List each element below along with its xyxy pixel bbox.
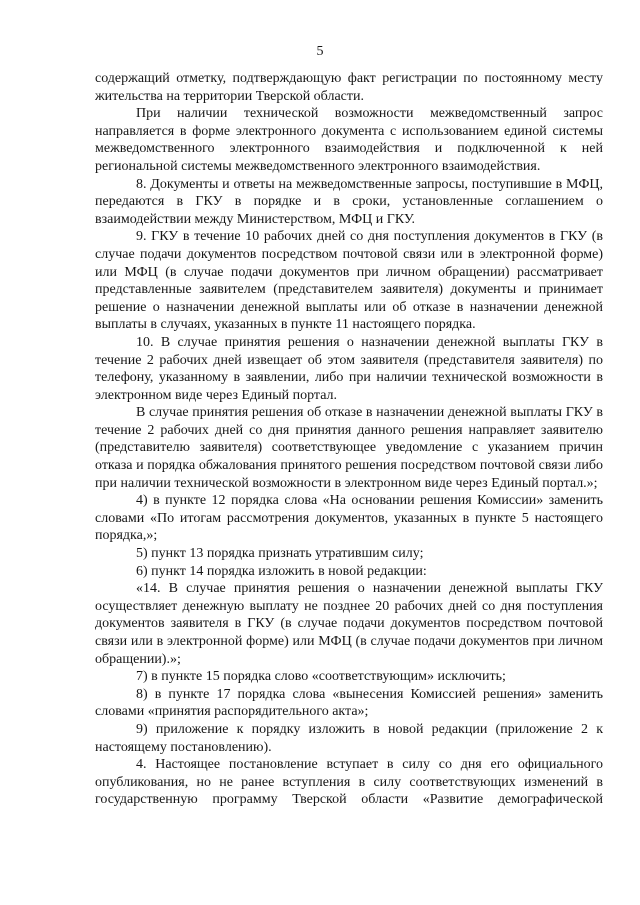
paragraph-1: содержащий отметку, подтверждающую факт регистрации по постоянному месту жительства на территории Тверской области. (95, 71, 603, 104)
paragraph-12: 8) в пункте 17 порядка слова «вынесения Комиссией решения» заменить словами «принятия распорядительного акта»; (95, 686, 603, 720)
paragraph-2: При наличии технической возможности межведомственный запрос направляется в форме электронного документа с использованием единой системы межведомственного электронного взаимодействия и подключенной к ней региональной системы межведомственного электронного взаимодействия. (95, 106, 603, 174)
paragraph-9: 6) пункт 14 порядка изложить в новой редакции: (136, 563, 427, 579)
paragraph-6: В случае принятия решения об отказе в назначении денежной выплаты ГКУ в течение 2 рабочих дней со дня принятия данного решения направляет заявителю (представителю заявителя) соответствующее уведомление с указанием причин отказа и порядка обжалования принятого решения посредством почтовой связи либо при наличии технической возможности в электронном виде через Единый портал.»; (95, 405, 603, 491)
paragraph-8: 5) пункт 13 порядка признать утратившим силу; (136, 546, 424, 562)
paragraph-4: 9. ГКУ в течение 10 рабочих дней со дня поступления документов в ГКУ (в случае подачи документов посредством почтовой связи или в электронной форме) или МФЦ (в случае подачи документов при личном обращении) рассматривает представленные заявителем (представителем заявителя) документы и принимает решение о назначении денежной выплаты или об отказе в назначении денежной выплаты в случаях, указанных в пункте 11 настоящего порядка. (95, 229, 603, 333)
paragraph-3: 8. Документы и ответы на межведомственные запросы, поступившие в МФЦ, передаются в ГКУ в порядке и в сроки, установленные соглашением о взаимодействии между Министерством, МФЦ и ГКУ. (95, 176, 603, 227)
paragraph-13: 9) приложение к порядку изложить в новой редакции (приложение 2 к настоящему постановлению). (95, 721, 603, 755)
paragraph-7: 4) в пункте 12 порядка слова «На основании решения Комиссии» заменить словами «По итогам рассмотрения документов, указанных в пункте 5 настоящего порядка,»; (95, 493, 603, 544)
page-number: 5 (316, 44, 324, 59)
paragraph-5: 10. В случае принятия решения о назначении денежной выплаты ГКУ в течение 2 рабочих дней извещает об этом заявителя (представителя заявителя) по телефону, указанному в заявлении, либо при наличии технической возможности в электронном виде через Единый портал. (95, 334, 603, 403)
paragraph-10: «14. В случае принятия решения о назначении денежной выплаты ГКУ осуществляет денежную выплату не позднее 20 рабочих дней со дня поступления документов заявителя в ГКУ (в случае подачи документов посредством почтовой связи или в электронной форме) или МФЦ (в случае подачи документов при личном обращении).»; (95, 581, 603, 667)
paragraph-14: 4. Настоящее постановление вступает в силу со дня его официального опубликования, но не ранее вступления в силу соответствующих изменений в государственную программу Тверской области «Развитие демографической (95, 757, 603, 808)
paragraph-11: 7) в пункте 15 порядка слово «соответствующим» исключить; (136, 669, 506, 685)
document-body (95, 70, 603, 809)
